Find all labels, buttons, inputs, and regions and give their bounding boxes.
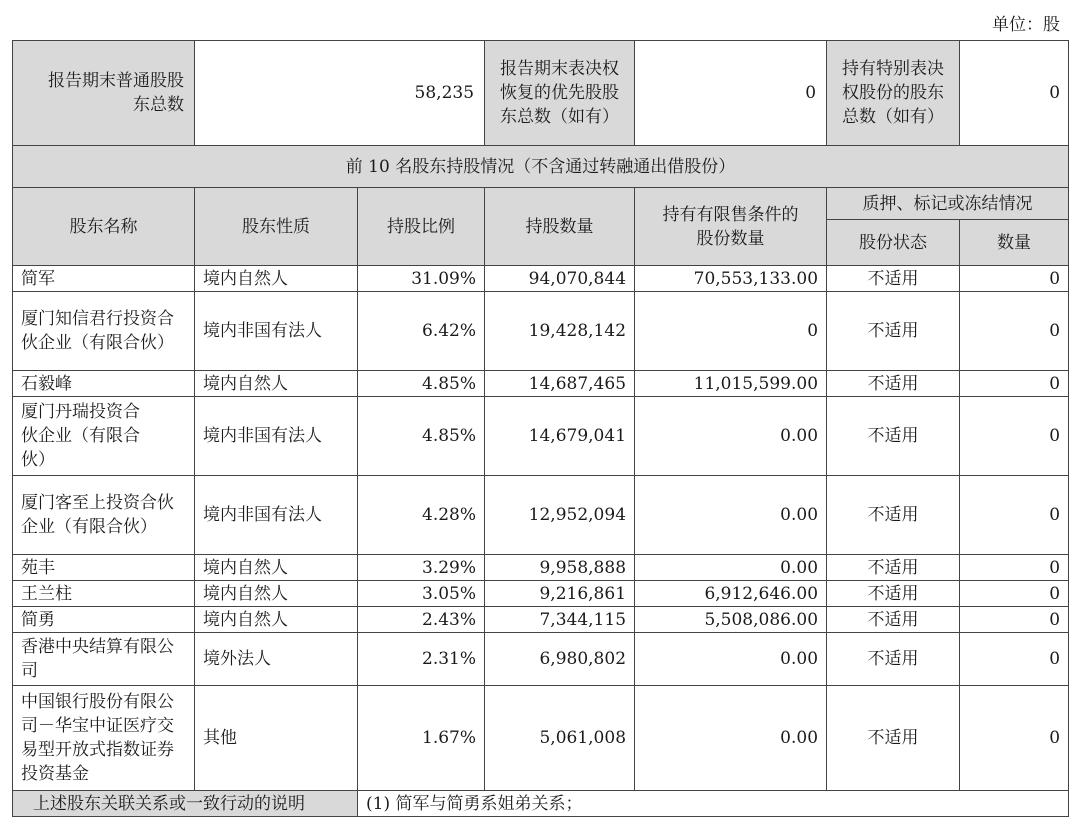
cell-quantity: 19,428,142: [485, 292, 635, 371]
cell-restricted: 0.00: [635, 397, 827, 476]
cell-ratio: 2.31%: [358, 633, 485, 686]
cell-ratio: 4.28%: [358, 476, 485, 555]
table-row: [13, 397, 1069, 476]
cell-restricted: 0.00: [635, 633, 827, 686]
cell-status: 不适用: [827, 371, 960, 397]
cell-nature: 境内非国有法人: [195, 476, 358, 555]
shareholder-table: [12, 40, 1069, 817]
cell-status: 不适用: [827, 292, 960, 371]
table-row: [13, 476, 1069, 555]
cell-nature: 境内自然人: [195, 555, 358, 581]
table-row: [13, 266, 1069, 292]
cell-nature: 境内自然人: [195, 581, 358, 607]
summary-value-common: 58,235: [195, 41, 485, 146]
cell-quantity: 94,070,844: [485, 266, 635, 292]
cell-ratio: 3.29%: [358, 555, 485, 581]
cell-name: 香港中央结算有限公司: [13, 633, 195, 686]
cell-nature: 境内自然人: [195, 266, 358, 292]
cell-qty: 0: [960, 371, 1069, 397]
cell-status: 不适用: [827, 607, 960, 633]
cell-ratio: 4.85%: [358, 371, 485, 397]
cell-status: 不适用: [827, 476, 960, 555]
summary-label-special: 持有特别表决权股份的股东总数（如有）: [827, 41, 960, 146]
summary-value-special: 0: [960, 41, 1069, 146]
cell-nature: 境内非国有法人: [195, 292, 358, 371]
cell-quantity: 5,061,008: [485, 686, 635, 791]
table-row: [13, 292, 1069, 371]
cell-name: 石毅峰: [13, 371, 195, 397]
footer-row: [13, 791, 1069, 817]
cell-ratio: 6.42%: [358, 292, 485, 371]
summary-label-common: 报告期末普通股股东总数: [13, 41, 195, 146]
cell-status: 不适用: [827, 266, 960, 292]
table-row: [13, 633, 1069, 686]
cell-status: 不适用: [827, 633, 960, 686]
header-pledge-qty: 数量: [960, 220, 1069, 266]
cell-name: 厦门知信君行投资合伙企业（有限合伙）: [13, 292, 195, 371]
cell-restricted: 5,508,086.00: [635, 607, 827, 633]
section-title: 前 10 名股东持股情况（不含通过转融通出借股份）: [13, 146, 1069, 188]
cell-quantity: 12,952,094: [485, 476, 635, 555]
header-restricted: 持有有限售条件的股份数量: [635, 188, 827, 266]
cell-qty: 0: [960, 292, 1069, 371]
cell-quantity: 6,980,802: [485, 633, 635, 686]
header-ratio: 持股比例: [358, 188, 485, 266]
cell-restricted: 70,553,133.00: [635, 266, 827, 292]
cell-qty: 0: [960, 607, 1069, 633]
header-pledge: 质押、标记或冻结情况: [827, 188, 1069, 220]
cell-quantity: 14,687,465: [485, 371, 635, 397]
table-row: [13, 581, 1069, 607]
table-row: [13, 686, 1069, 791]
cell-name: 王兰柱: [13, 581, 195, 607]
table-row: [13, 607, 1069, 633]
cell-ratio: 31.09%: [358, 266, 485, 292]
cell-restricted: 0: [635, 292, 827, 371]
cell-quantity: 9,958,888: [485, 555, 635, 581]
cell-name: 简军: [13, 266, 195, 292]
cell-ratio: 3.05%: [358, 581, 485, 607]
section-title-row: [13, 146, 1069, 188]
cell-nature: 境外法人: [195, 633, 358, 686]
cell-restricted: 0.00: [635, 686, 827, 791]
cell-ratio: 2.43%: [358, 607, 485, 633]
cell-status: 不适用: [827, 581, 960, 607]
cell-quantity: 7,344,115: [485, 607, 635, 633]
cell-restricted: 11,015,599.00: [635, 371, 827, 397]
header-nature: 股东性质: [195, 188, 358, 266]
table-row: [13, 371, 1069, 397]
cell-name: 苑丰: [13, 555, 195, 581]
cell-ratio: 4.85%: [358, 397, 485, 476]
cell-nature: 境内自然人: [195, 607, 358, 633]
footer-label: 上述股东关联关系或一致行动的说明: [13, 791, 358, 817]
summary-label-preferred: 报告期末表决权恢复的优先股股东总数（如有）: [485, 41, 635, 146]
cell-qty: 0: [960, 476, 1069, 555]
cell-nature: 其他: [195, 686, 358, 791]
header-quantity: 持股数量: [485, 188, 635, 266]
cell-qty: 0: [960, 555, 1069, 581]
cell-status: 不适用: [827, 555, 960, 581]
header-pledge-status: 股份状态: [827, 220, 960, 266]
cell-name: 厦门客至上投资合伙企业（有限合伙）: [13, 476, 195, 555]
cell-name: 中国银行股份有限公司－华宝中证医疗交易型开放式指数证券投资基金: [13, 686, 195, 791]
cell-qty: 0: [960, 397, 1069, 476]
header-name: 股东名称: [13, 188, 195, 266]
table-row: [13, 555, 1069, 581]
summary-value-preferred: 0: [635, 41, 827, 146]
cell-restricted: 0.00: [635, 476, 827, 555]
cell-ratio: 1.67%: [358, 686, 485, 791]
unit-label: 单位：股: [992, 15, 1060, 35]
cell-name: 厦门丹瑞投资合伙企业（有限合伙）: [13, 397, 195, 476]
summary-row: [13, 41, 1069, 146]
cell-qty: 0: [960, 633, 1069, 686]
cell-status: 不适用: [827, 397, 960, 476]
cell-qty: 0: [960, 581, 1069, 607]
header-row-1: [13, 188, 1069, 220]
cell-qty: 0: [960, 686, 1069, 791]
cell-restricted: 0.00: [635, 555, 827, 581]
cell-name: 简勇: [13, 607, 195, 633]
cell-qty: 0: [960, 266, 1069, 292]
footer-value: (1) 简军与简勇系姐弟关系；: [358, 791, 1069, 817]
cell-quantity: 9,216,861: [485, 581, 635, 607]
cell-nature: 境内非国有法人: [195, 397, 358, 476]
cell-status: 不适用: [827, 686, 960, 791]
cell-nature: 境内自然人: [195, 371, 358, 397]
cell-quantity: 14,679,041: [485, 397, 635, 476]
cell-restricted: 6,912,646.00: [635, 581, 827, 607]
